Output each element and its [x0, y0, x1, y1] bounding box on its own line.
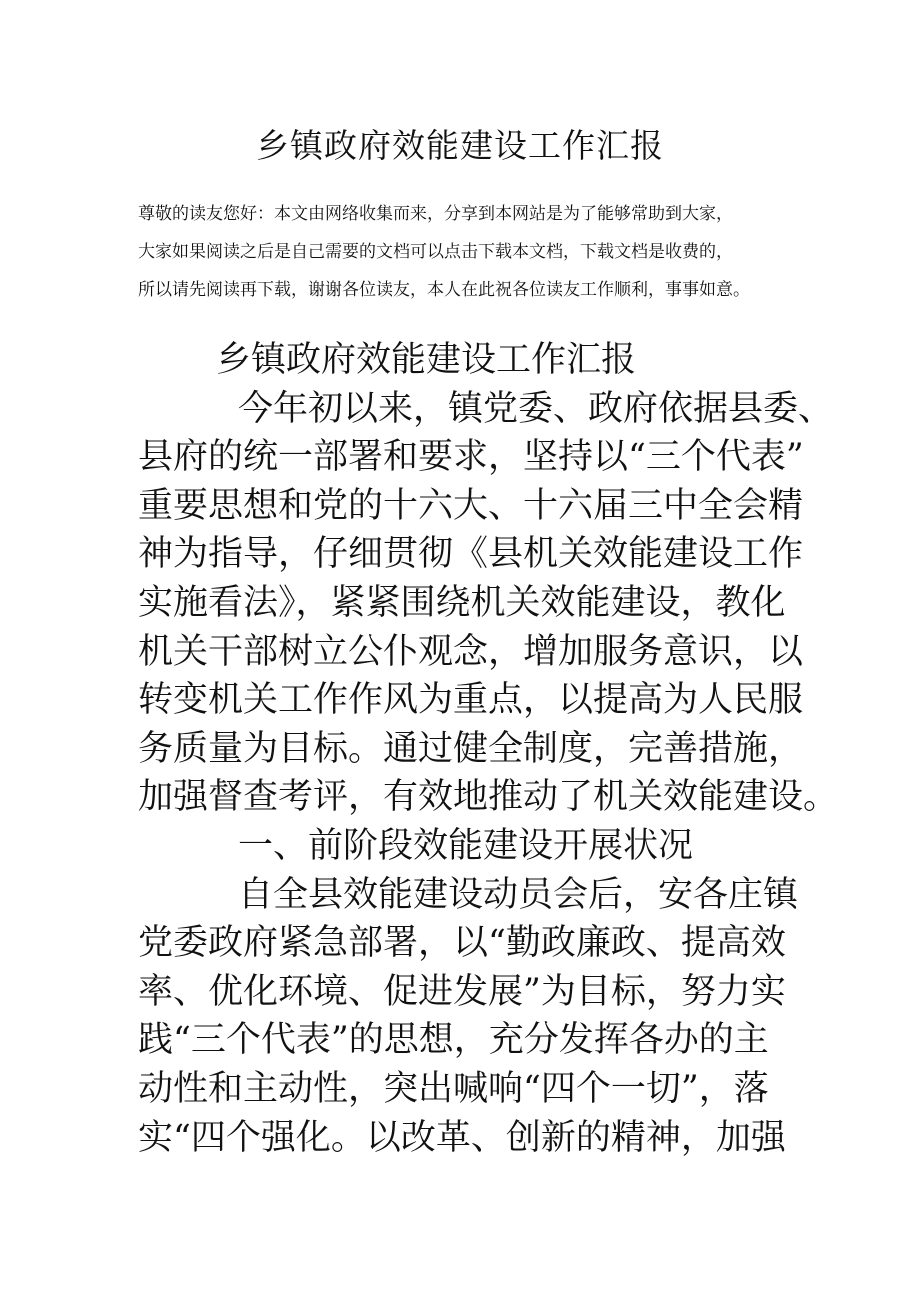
paragraph-line: 今年初以来，镇党委、政府依据县委、	[238, 388, 834, 429]
paragraph-line: 神为指导，仔细贯彻《县机关效能建设工作	[138, 534, 804, 575]
body-title: 乡镇政府效能建设工作汇报	[216, 340, 637, 380]
paragraph-line: 自全县效能建设动员会后，安各庄镇	[238, 874, 799, 915]
paragraph-line: 县府的统一部署和要求，坚持以“三个代表”	[138, 437, 804, 478]
paragraph-line: 加强督查考评，有效地推动了机关效能建设。	[138, 777, 839, 818]
paragraph-line: 务质量为目标。通过健全制度，完善措施，	[138, 728, 804, 769]
document-title: 乡镇政府效能建设工作汇报	[256, 126, 664, 165]
paragraph-line: 重要思想和党的十六大、十六届三中全会精	[138, 485, 804, 526]
paragraph-line: 动性和主动性，突出喊响“四个一切”，落	[138, 1068, 769, 1109]
paragraph-line: 转变机关工作作风为重点，以提高为人民服	[138, 680, 804, 721]
paragraph-line: 实施看法》，紧紧围绕机关效能建设，教化	[138, 582, 786, 623]
section-heading: 一、前阶段效能建设开展状况	[238, 825, 694, 866]
reader-notice	[138, 195, 798, 309]
notice-line: 尊敬的读友您好：本文由网络收集而来，分享到本网站是为了能够常助到大家，	[138, 204, 733, 224]
notice-line: 所以请先阅读再下载，谢谢各位读友，本人在此祝各位读友工作顺利，事事如意。	[138, 280, 750, 300]
paragraph-line: 率、优化环境、促进发展”为目标，努力实	[138, 971, 786, 1012]
paragraph-line: 实“四个强化。以改革、创新的精神，加强	[138, 1117, 786, 1158]
notice-line: 大家如果阅读之后是自己需要的文档可以点击下载本文档，下载文档是收费的，	[138, 242, 733, 262]
paragraph-line: 机关干部树立公仆观念，增加服务意识，以	[138, 631, 804, 672]
document-body	[138, 336, 839, 1162]
paragraph-line: 党委政府紧急部署，以“勤政廉政、提高效	[138, 923, 786, 964]
paragraph-line: 践“三个代表”的思想，充分发挥各办的主	[138, 1020, 769, 1061]
